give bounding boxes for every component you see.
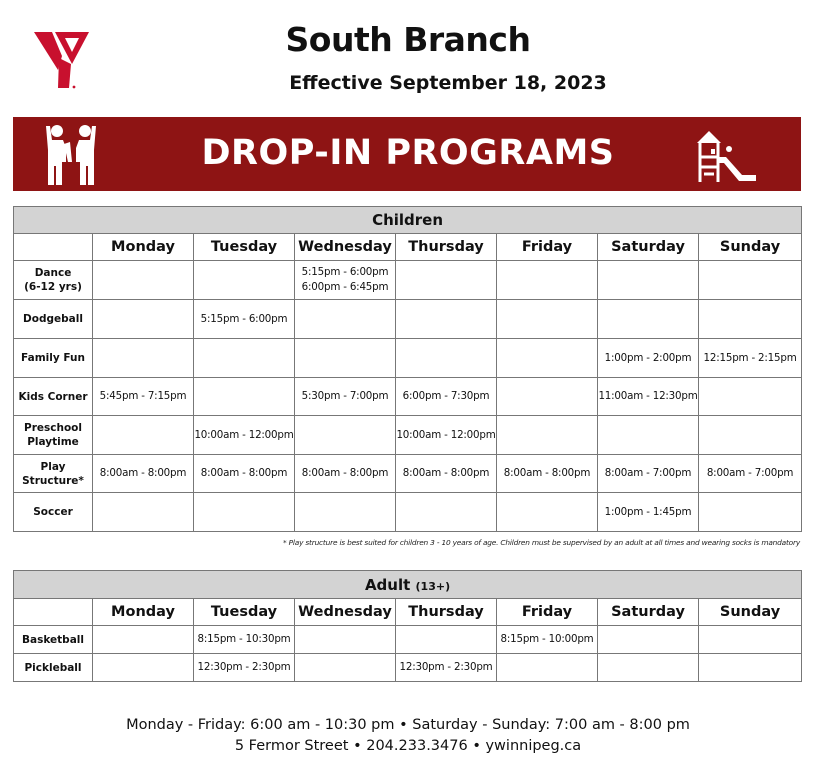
day-header-thursday: Thursday xyxy=(396,599,497,626)
program-name xyxy=(14,261,93,300)
time-cell xyxy=(93,493,194,532)
time-cell xyxy=(598,493,699,532)
time-cell xyxy=(699,626,802,654)
contact-text: 5 Fermor Street • 204.233.3476 • ywinnipeg.ca xyxy=(234,738,582,754)
time-cell xyxy=(598,300,699,339)
time-cell xyxy=(598,261,699,300)
time-slot: 8:00am - 8:00pm xyxy=(99,467,187,479)
day-header-saturday: Saturday xyxy=(598,234,699,261)
table-row xyxy=(14,261,802,300)
time-cell xyxy=(497,339,598,378)
time-cell xyxy=(93,455,194,493)
time-cell xyxy=(396,626,497,654)
time-cell xyxy=(396,378,497,416)
time-cell xyxy=(93,416,194,455)
time-cell xyxy=(396,493,497,532)
table-row xyxy=(14,493,802,532)
corner-cell xyxy=(14,234,93,261)
time-cell xyxy=(396,455,497,493)
time-cell xyxy=(295,626,396,654)
time-slot: 5:45pm - 7:15pm xyxy=(99,390,187,402)
children-heading: Children xyxy=(14,207,802,234)
time-slot: 1:00pm - 1:45pm xyxy=(604,505,692,518)
time-cell xyxy=(396,416,497,455)
time-cell xyxy=(93,339,194,378)
program-name-line: Structure* xyxy=(22,474,84,487)
time-cell xyxy=(295,455,396,493)
adult-schedule-table xyxy=(13,570,802,682)
day-header-row xyxy=(14,599,802,626)
time-cell xyxy=(295,378,396,416)
banner-title: DROP-IN PROGRAMS xyxy=(201,133,615,173)
time-cell xyxy=(699,654,802,682)
time-cell xyxy=(699,339,802,378)
day-header-sunday: Sunday xyxy=(699,234,802,261)
table-row xyxy=(14,626,802,654)
time-slot: 8:00am - 7:00pm xyxy=(706,467,794,479)
time-slot: 5:15pm - 6:00pm xyxy=(200,312,288,325)
effective-date: Effective September 18, 2023 xyxy=(289,72,607,94)
time-slot: 1:00pm - 2:00pm xyxy=(604,351,692,364)
program-name xyxy=(14,455,93,493)
play-structure-icon xyxy=(694,127,758,188)
program-name-line: Play xyxy=(40,460,66,473)
time-slot: 11:00am - 12:30pm xyxy=(598,390,698,402)
time-cell xyxy=(598,378,699,416)
day-header-tuesday: Tuesday xyxy=(194,234,295,261)
time-cell xyxy=(194,339,295,378)
time-slot: 5:15pm - 6:00pm xyxy=(301,266,389,278)
time-cell xyxy=(93,626,194,654)
program-name-line: Playtime xyxy=(27,436,79,448)
table-row xyxy=(14,300,802,339)
time-slot: 8:00am - 8:00pm xyxy=(200,467,288,479)
program-name-line: Dodgeball xyxy=(23,313,83,325)
time-cell xyxy=(194,626,295,654)
hours-text: Monday - Friday: 6:00 am - 10:30 pm • Saturday - Sunday: 7:00 am - 8:00 pm xyxy=(126,717,690,733)
program-name xyxy=(14,493,93,532)
day-header-sunday: Sunday xyxy=(699,599,802,626)
time-cell xyxy=(295,261,396,300)
time-slot: 10:00am - 12:00pm xyxy=(396,428,496,441)
time-slot: 6:00pm - 7:30pm xyxy=(402,390,490,402)
program-name-line: Family Fun xyxy=(21,352,85,364)
time-cell xyxy=(93,378,194,416)
time-cell xyxy=(598,339,699,378)
time-cell xyxy=(93,654,194,682)
time-cell xyxy=(497,261,598,300)
time-cell xyxy=(497,654,598,682)
day-header-friday: Friday xyxy=(497,234,598,261)
play-structure-note: * Play structure is best suited for children 3 - 10 years of age. Children must be supervised by an adult at all times and wearing socks is mandatory xyxy=(282,538,800,547)
time-cell xyxy=(497,378,598,416)
program-name-line: Preschool xyxy=(24,422,82,434)
table-row xyxy=(14,378,802,416)
table-row xyxy=(14,339,802,378)
time-cell xyxy=(497,626,598,654)
time-cell xyxy=(194,654,295,682)
time-cell xyxy=(699,261,802,300)
time-slot: 8:00am - 8:00pm xyxy=(301,467,389,479)
time-cell xyxy=(699,493,802,532)
time-cell xyxy=(497,455,598,493)
time-cell xyxy=(598,626,699,654)
day-header-monday: Monday xyxy=(93,599,194,626)
program-name xyxy=(14,416,93,455)
time-cell xyxy=(598,654,699,682)
time-slot: 8:00am - 8:00pm xyxy=(503,467,591,479)
table-row xyxy=(14,455,802,493)
program-name-line: (6-12 yrs) xyxy=(24,281,82,293)
adult-heading-label: Adult xyxy=(364,575,411,594)
time-cell xyxy=(194,416,295,455)
day-header-row xyxy=(14,234,802,261)
time-slot: 12:15pm - 2:15pm xyxy=(703,351,797,364)
time-cell xyxy=(396,654,497,682)
day-header-monday: Monday xyxy=(93,234,194,261)
time-cell xyxy=(194,300,295,339)
time-cell xyxy=(93,261,194,300)
children-schedule-table xyxy=(13,206,802,532)
table-row xyxy=(14,654,802,682)
time-slot: 8:00am - 8:00pm xyxy=(402,467,490,479)
table-row xyxy=(14,416,802,455)
corner-cell xyxy=(14,599,93,626)
time-slot: 8:15pm - 10:00pm xyxy=(500,633,594,645)
time-slot: 5:30pm - 7:00pm xyxy=(301,390,389,402)
program-name xyxy=(14,300,93,339)
time-cell xyxy=(194,378,295,416)
adult-heading-age: (13+) xyxy=(415,579,451,593)
time-slot: 10:00am - 12:00pm xyxy=(194,428,294,441)
program-name xyxy=(14,654,93,682)
time-cell xyxy=(194,493,295,532)
time-slot: 12:30pm - 2:30pm xyxy=(399,661,493,673)
time-cell xyxy=(295,493,396,532)
time-cell xyxy=(396,261,497,300)
time-cell xyxy=(194,455,295,493)
time-cell xyxy=(598,416,699,455)
time-cell xyxy=(598,455,699,493)
time-cell xyxy=(295,654,396,682)
time-cell xyxy=(699,300,802,339)
time-slot: 6:00pm - 6:45pm xyxy=(301,281,389,293)
time-cell xyxy=(699,378,802,416)
day-header-wednesday: Wednesday xyxy=(295,234,396,261)
program-name-line: Dance xyxy=(34,267,72,279)
time-cell xyxy=(699,416,802,455)
time-cell xyxy=(497,493,598,532)
time-cell xyxy=(295,300,396,339)
time-slot: 12:30pm - 2:30pm xyxy=(197,661,291,673)
time-cell xyxy=(396,300,497,339)
time-slot: 8:15pm - 10:30pm xyxy=(197,633,291,645)
day-header-thursday: Thursday xyxy=(396,234,497,261)
time-cell xyxy=(295,339,396,378)
time-cell xyxy=(93,300,194,339)
day-header-friday: Friday xyxy=(497,599,598,626)
day-header-wednesday: Wednesday xyxy=(295,599,396,626)
program-name-line: Soccer xyxy=(33,506,73,518)
program-name-line: Basketball xyxy=(22,633,84,646)
page-title: South Branch xyxy=(285,20,531,59)
time-cell xyxy=(396,339,497,378)
time-cell xyxy=(194,261,295,300)
program-name xyxy=(14,378,93,416)
time-cell xyxy=(699,455,802,493)
time-cell xyxy=(295,416,396,455)
time-slot: 8:00am - 7:00pm xyxy=(604,467,692,479)
time-cell xyxy=(497,416,598,455)
program-name-line: Pickleball xyxy=(24,661,82,674)
program-name xyxy=(14,626,93,654)
program-name xyxy=(14,339,93,378)
adult-heading xyxy=(14,571,802,599)
day-header-saturday: Saturday xyxy=(598,599,699,626)
program-name-line: Kids Corner xyxy=(18,390,88,403)
time-cell xyxy=(497,300,598,339)
day-header-tuesday: Tuesday xyxy=(194,599,295,626)
